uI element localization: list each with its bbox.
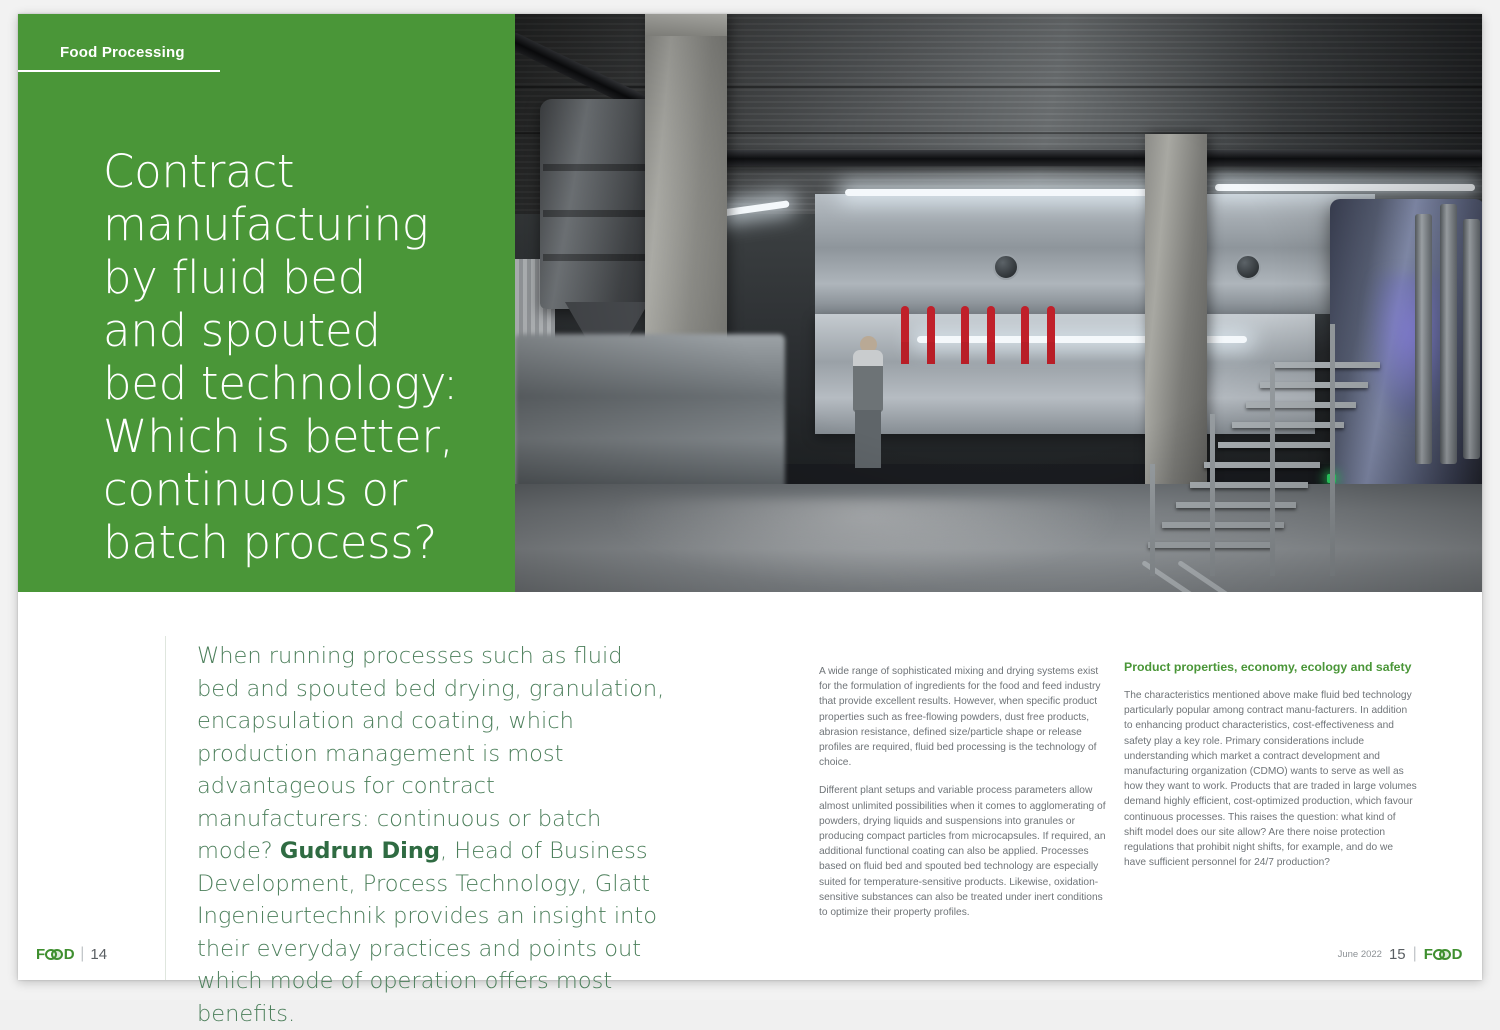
body-paragraph: Different plant setups and variable process parameters allow almost unlimited possibilities when it comes to agglomerating of powders, drying liquids and suspensions into granules or producing compact particles from microcapsules. If required, an additional functional coating can also be applied. Processes based on fluid bed and spouted bed technology are especially suited for temperature-sensitive products. Likewise, oxidation-sensitive substances can also be treated under inert conditions to optimize their property profiles.: [819, 785, 1106, 919]
footer-right: [1338, 945, 1462, 963]
headline-line: bed technology:: [103, 357, 458, 410]
headline-line: by fluid bed: [103, 251, 366, 304]
page-title: [103, 145, 503, 569]
article-standfirst: [197, 640, 667, 1030]
logo-letter-f: F: [36, 945, 45, 963]
page-number-left: 14: [90, 945, 108, 963]
section-kicker: Food Processing: [60, 44, 185, 61]
issue-date: June 2022: [1337, 948, 1382, 960]
logo-letter-d: D: [1451, 945, 1462, 963]
hero-photo: [515, 14, 1482, 592]
photo-vignette: [515, 14, 1482, 592]
section-subheading: Product properties, economy, ecology and safety: [1124, 660, 1412, 674]
magazine-spread: [18, 14, 1482, 1027]
page-number-right: 15: [1388, 945, 1406, 963]
intro-vertical-rule: [165, 636, 166, 980]
footer-separator: |: [1412, 945, 1417, 962]
footer-left: [36, 945, 107, 963]
logo-double-o-icon: [1433, 948, 1452, 961]
kicker-wrap: [18, 42, 515, 68]
standfirst-part2: , Head of Business Development, Process Technology, Glatt Ingenieurtechnik provides an insight into their everyday practices and points out which mode of operation offers most benefits.: [197, 838, 657, 1027]
body-paragraph: The characteristics mentioned above make fluid bed technology particularly popular among contract manu-facturers. In addition to enhancing product characteristics, cost-effectiveness and safety play a key role. Primary considerations include understanding which market a contract development and manufacturing organization (CDMO) wants to serve as well as how they want to work. Products that are traded in large volumes demand highly efficient, cost-optimized production, which favour continuous processes. This raises the question: what kind of shift model does our site allow? Are there noise protection regulations that prohibit night shifts, for example, and do we have sufficient personnel for 24/7 production?: [1124, 690, 1417, 869]
kicker-underline: [18, 70, 220, 72]
food-logo-left: [36, 946, 74, 963]
headline-line: continuous or: [103, 463, 407, 516]
article-body-area: [18, 592, 1482, 1027]
headline-line: batch process?: [103, 516, 437, 569]
headline-line: and spouted: [103, 304, 381, 357]
author-name: Gudrun Ding: [279, 838, 440, 864]
food-logo-right: [1424, 946, 1462, 963]
logo-double-o-icon: [45, 948, 64, 961]
logo-letter-d: D: [63, 945, 75, 963]
green-title-panel: [18, 14, 515, 592]
headline-line: manufacturing: [103, 198, 429, 251]
body-column-middle: [819, 664, 1112, 933]
logo-letter-f: F: [1423, 945, 1433, 963]
footer-separator: |: [80, 945, 85, 962]
body-paragraph: A wide range of sophisticated mixing and drying systems exist for the formulation of ingredients for the food and feed industry that provide excellent results. However, when specific product properties such as free-flowing powders, dust free products, abrasion resistance, defined size/particle shape or release profiles are required, fluid bed processing is the technology of choice.: [819, 666, 1101, 769]
headline-line: Which is better,: [103, 410, 454, 463]
standfirst-part1: When running processes such as fluid bed and spouted bed drying, granulation, encapsulation and coating, which production management is most advantageous for contract manufacturers: continuous or batch mode?: [197, 643, 665, 864]
body-column-right: [1124, 660, 1417, 883]
headline-line: Contract: [103, 145, 295, 198]
